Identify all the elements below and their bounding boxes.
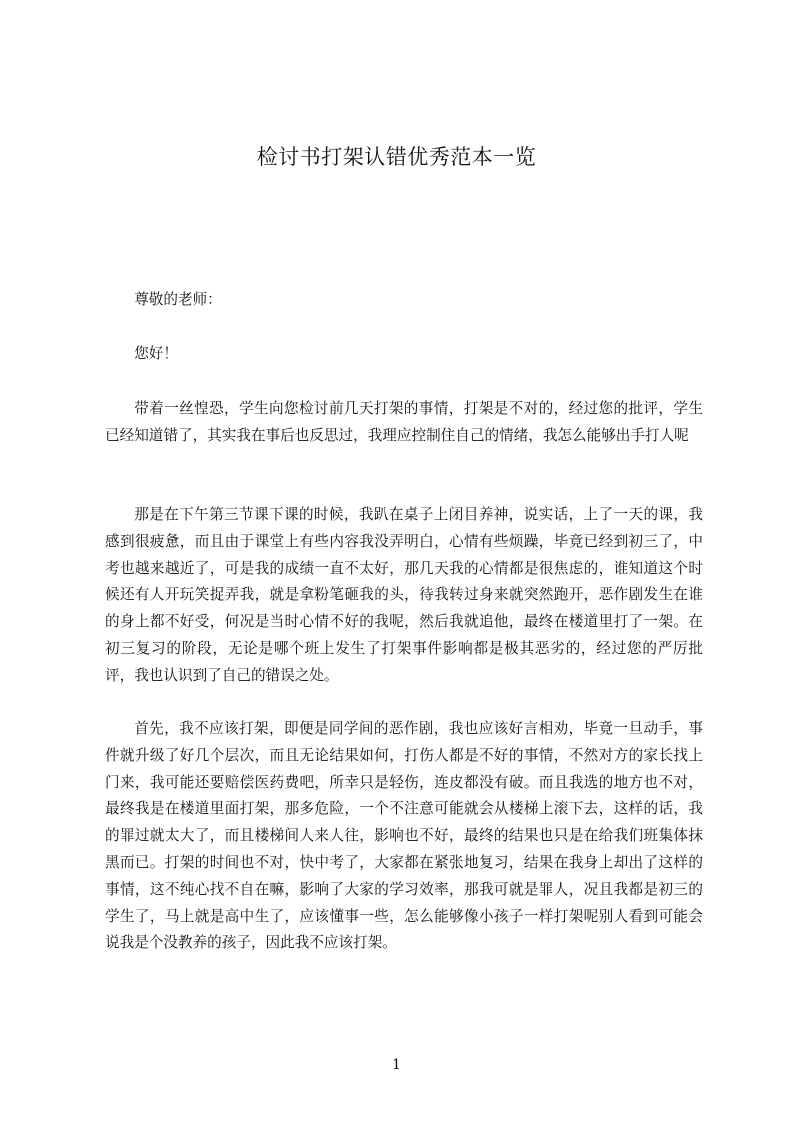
salutation: 尊敬的老师：: [134, 291, 222, 308]
page-number: 1: [392, 1057, 401, 1073]
document-title: 检讨书打架认错优秀范本一览: [256, 145, 537, 169]
body-paragraph-3: 首先，我不应该打架，即便是同学间的恶作剧，我也应该好言相劝，毕竟一旦动手，事件就升级了好几个层次，而且无论结果如何，打伤人都是不好的事情，不然对方的家长找上门来，我可能还要赔偿医药费吧，所幸只是轻伤，连皮都没有破。而且我选的地方也不对，最终我是在楼道里面打架，那多危险，一个不注意可能就会从楼梯上滚下去，这样的话，我的罪过就太大了，而且楼梯间人来人往，影响也不好，最终的结果也只是在给我们班集体抹黑而已。打架的时间也不对，快中考了，大家都在紧张地复习，结果在我身上却出了这样的事情，这不纯心找不自在嘛，影响了大家的学习效率，那我可就是罪人，况且我都是初三的学生了，马上就是高中生了，应该懂事一些，怎么能够像小孩子一样打架呢别人看到可能会说我是个没教养的孩子，因此我不应该打架。: [105, 720, 703, 952]
body-paragraph-1: 带着一丝惶恐，学生向您检讨前几天打架的事情，打架是不对的，经过您的批评，学生已经知道错了，其实我在事后也反思过，我理应控制住自己的情绪，我怎么能够出手打人呢: [105, 400, 703, 444]
greeting: 您好！: [134, 345, 178, 362]
body-paragraph-2: 那是在下午第三节课下课的时候，我趴在桌子上闭目养神，说实话，上了一天的课，我感到很疲惫，而且由于课堂上有些内容我没弄明白，心情有些烦躁，毕竟已经到初三了，中考也越来越近了，可是我的成绩一直不太好，那几天我的心情都是很焦虑的，谁知道这个时候还有人开玩笑捉弄我，就是拿粉笔砸我的头，待我转过身来就突然跑开，恶作剧发生在谁的身上都不好受，何况是当时心情不好的我呢，然后我就追他，最终在楼道里打了一架。在初三复习的阶段，无论是哪个班上发生了打架事件影响都是极其恶劣的，经过您的严厉批评，我也认识到了自己的错误之处。: [105, 506, 703, 684]
